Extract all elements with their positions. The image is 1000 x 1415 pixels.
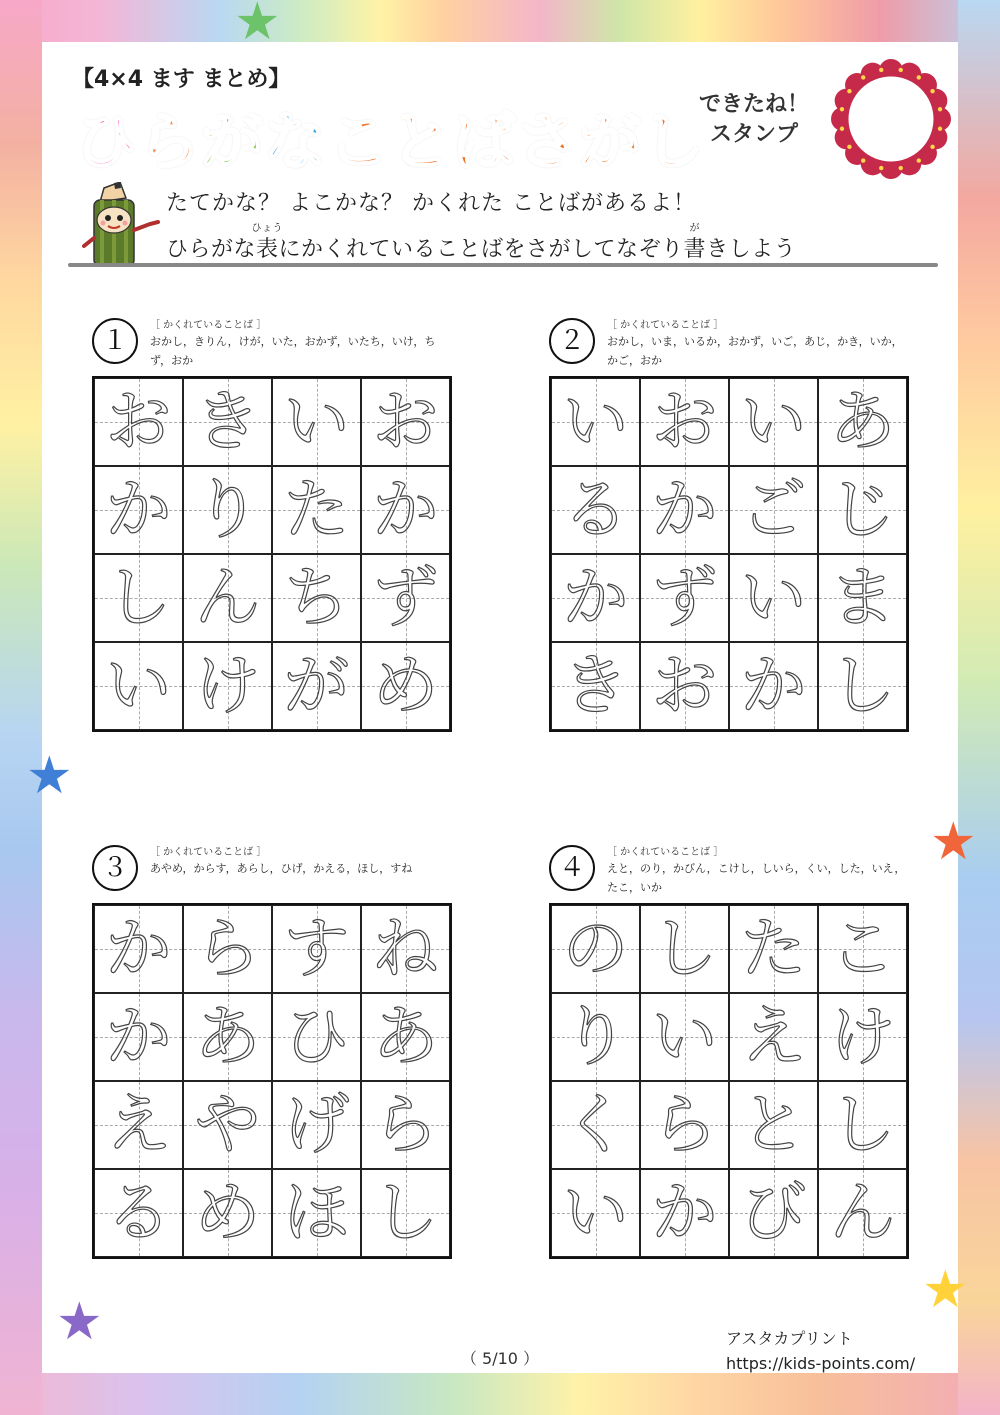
letter-grid: [549, 903, 909, 1259]
letter-grid: [549, 376, 909, 732]
tracing-letter: か: [105, 471, 172, 548]
grid-cell[interactable]: [183, 642, 272, 730]
grid-cell[interactable]: [818, 905, 907, 993]
star-icon: ★: [234, 0, 281, 52]
tracing-letter: ほ: [283, 1174, 350, 1251]
tracing-letter: ひ: [283, 998, 350, 1075]
grid-cell[interactable]: [640, 642, 729, 730]
worksheet-subtitle: 【4×4 ます まとめ】: [72, 67, 291, 92]
grid-cell[interactable]: [551, 905, 640, 993]
tracing-letter: ん: [194, 559, 261, 636]
tracing-letter: け: [829, 998, 896, 1075]
tracing-letter: え: [105, 1086, 172, 1163]
grid-cell[interactable]: [361, 378, 450, 466]
grid-cell[interactable]: [640, 1169, 729, 1257]
title-char: さ: [516, 105, 580, 178]
grid-cell[interactable]: [818, 554, 907, 642]
tracing-letter: か: [105, 910, 172, 987]
tracing-letter: し: [829, 1086, 896, 1163]
grid-cell[interactable]: [183, 554, 272, 642]
instruction-line-1: たてかな？ よこかな？ かくれた ことばがあるよ！: [166, 191, 696, 216]
frame-right: [958, 0, 1000, 1415]
grid-cell[interactable]: [729, 378, 818, 466]
title-char: ば: [453, 105, 517, 178]
grid-cell[interactable]: [361, 1169, 450, 1257]
tracing-letter: い: [562, 1174, 629, 1251]
title-char: な: [264, 105, 328, 178]
publisher-name: アスタカプリント: [726, 1329, 853, 1348]
grid-cell[interactable]: [551, 1081, 640, 1169]
page-number: （ 5/10 ）: [460, 1349, 540, 1368]
grid-cell[interactable]: [272, 378, 361, 466]
stamp-label-line1: できたね！: [698, 92, 809, 117]
tracing-letter: め: [372, 647, 439, 724]
tracing-letter: お: [651, 647, 718, 724]
grid-cell[interactable]: [818, 1081, 907, 1169]
grid-cell[interactable]: [729, 642, 818, 730]
tracing-letter: り: [562, 998, 629, 1075]
tracing-letter: す: [283, 910, 350, 987]
tracing-letter: お: [372, 383, 439, 460]
tracing-letter: め: [194, 1174, 261, 1251]
tracing-letter: か: [105, 998, 172, 1075]
tracing-letter: る: [105, 1174, 172, 1251]
tracing-letter: か: [372, 471, 439, 548]
grid-cell[interactable]: [729, 466, 818, 554]
tracing-letter: く: [562, 1086, 629, 1163]
stamp-label-line2: スタンプ: [709, 121, 798, 147]
publisher-credit: [726, 1327, 915, 1377]
grid-cell[interactable]: [361, 466, 450, 554]
grid-cell[interactable]: [551, 378, 640, 466]
grid-cell[interactable]: [640, 1081, 729, 1169]
kanji: 表: [256, 237, 279, 262]
grid-cell[interactable]: [361, 1081, 450, 1169]
grid-cell[interactable]: [183, 1081, 272, 1169]
grid-cell[interactable]: [640, 905, 729, 993]
tracing-letter: い: [283, 383, 350, 460]
tracing-letter: し: [372, 1174, 439, 1251]
tracing-letter: か: [651, 471, 718, 548]
tracing-letter: ん: [829, 1174, 896, 1251]
grid-cell[interactable]: [272, 993, 361, 1081]
grid-cell[interactable]: [729, 905, 818, 993]
tracing-letter: し: [829, 647, 896, 724]
grid-cell[interactable]: [818, 466, 907, 554]
grid-cell[interactable]: [272, 1169, 361, 1257]
grid-cell[interactable]: [729, 1169, 818, 1257]
tracing-letter: ず: [651, 559, 718, 636]
grid-cell[interactable]: [94, 993, 183, 1081]
worksheet-title: [75, 92, 705, 181]
grid-cell[interactable]: [729, 1081, 818, 1169]
letter-grid: [92, 903, 452, 1259]
tracing-letter: た: [283, 471, 350, 548]
grid-cell[interactable]: [551, 466, 640, 554]
puzzle-number: ４: [549, 845, 595, 891]
frame-left: [0, 0, 42, 1415]
tracing-letter: ね: [372, 910, 439, 987]
grid-cell[interactable]: [551, 642, 640, 730]
hidden-words-list: えと，のり，かびん，こけし，しいら，くい，した，いえ，たこ，いか: [607, 862, 906, 895]
grid-cell[interactable]: [94, 905, 183, 993]
tracing-letter: ず: [372, 559, 439, 636]
ruby-kanji: [683, 223, 707, 263]
grid-cell[interactable]: [94, 1169, 183, 1257]
puzzle-number: １: [92, 318, 138, 364]
grid-cell[interactable]: [640, 378, 729, 466]
title-char: し: [642, 105, 706, 178]
title-char: こ: [327, 105, 391, 178]
grid-cell[interactable]: [729, 993, 818, 1081]
tracing-letter: の: [562, 910, 629, 987]
instruction-text: ひらがな: [166, 237, 257, 262]
tracing-letter: い: [651, 998, 718, 1075]
title-char: ら: [138, 105, 202, 178]
hidden-words-label: ［ かくれていることば ］: [607, 847, 724, 858]
grid-cell[interactable]: [361, 642, 450, 730]
tracing-letter: い: [105, 647, 172, 724]
title-char: が: [201, 105, 265, 178]
title-char: と: [390, 105, 454, 178]
grid-cell[interactable]: [94, 554, 183, 642]
title-char: ひ: [75, 105, 139, 178]
hidden-words-label: ［ かくれていることば ］: [607, 320, 724, 331]
kanji: 書: [683, 237, 707, 262]
tracing-letter: き: [194, 383, 261, 460]
title-char: が: [579, 105, 643, 178]
stamp-circle-icon: [830, 58, 952, 180]
publisher-url: https://kids-points.com/: [726, 1353, 916, 1373]
star-icon: ★: [930, 812, 977, 872]
tracing-letter: た: [740, 910, 807, 987]
grid-cell[interactable]: [640, 466, 729, 554]
tracing-letter: ご: [740, 471, 807, 548]
star-icon: ★: [26, 746, 73, 806]
grid-cell[interactable]: [183, 905, 272, 993]
pencil-mascot-icon: [80, 182, 162, 268]
instruction-line-2: [166, 223, 797, 263]
grid-cell[interactable]: [640, 993, 729, 1081]
tracing-letter: ま: [829, 559, 896, 636]
tracing-letter: が: [283, 647, 350, 724]
tracing-letter: あ: [372, 998, 439, 1075]
tracing-letter: ら: [372, 1086, 439, 1163]
grid-cell[interactable]: [551, 993, 640, 1081]
tracing-letter: し: [651, 910, 718, 987]
instruction-text: にかくれていることばをさがしてなぞり: [278, 237, 684, 262]
grid-cell[interactable]: [272, 642, 361, 730]
grid-cell[interactable]: [94, 1081, 183, 1169]
grid-cell[interactable]: [361, 993, 450, 1081]
grid-cell[interactable]: [551, 1169, 640, 1257]
grid-cell[interactable]: [818, 378, 907, 466]
grid-cell[interactable]: [818, 1169, 907, 1257]
grid-cell[interactable]: [183, 993, 272, 1081]
hidden-words-list: おかし，いま，いるか，おかず，いご，あじ，かき，いか，かご，おか: [607, 335, 903, 368]
hidden-words-list: あやめ，からす，あらし，ひげ，かえる，ほし，すね: [150, 862, 413, 875]
grid-cell[interactable]: [272, 905, 361, 993]
letter-grid: [92, 376, 452, 732]
tracing-letter: お: [651, 383, 718, 460]
tracing-letter: き: [562, 647, 629, 724]
star-icon: ★: [56, 1292, 103, 1352]
tracing-letter: か: [562, 559, 629, 636]
puzzle-number: ３: [92, 845, 138, 891]
tracing-letter: か: [651, 1174, 718, 1251]
tracing-letter: び: [740, 1174, 807, 1251]
tracing-letter: か: [740, 647, 807, 724]
ruby-reading: ひょう: [251, 223, 284, 234]
tracing-letter: あ: [829, 383, 896, 460]
tracing-letter: い: [562, 383, 629, 460]
grid-cell[interactable]: [94, 642, 183, 730]
grid-cell[interactable]: [818, 993, 907, 1081]
grid-cell[interactable]: [361, 554, 450, 642]
tracing-letter: じ: [829, 471, 896, 548]
tracing-letter: け: [194, 647, 261, 724]
grid-cell[interactable]: [183, 378, 272, 466]
ruby-reading: が: [689, 223, 701, 234]
hidden-words-list: おかし，きりん，けが，いた，おかず，いたち，いけ，ちず，おか: [150, 335, 436, 368]
grid-cell[interactable]: [361, 905, 450, 993]
tracing-letter: げ: [283, 1086, 350, 1163]
grid-cell[interactable]: [272, 554, 361, 642]
tracing-letter: い: [740, 559, 807, 636]
grid-cell[interactable]: [183, 466, 272, 554]
grid-cell[interactable]: [272, 466, 361, 554]
hidden-words-label: ［ かくれていることば ］: [150, 847, 267, 858]
instruction-text: きしよう: [706, 237, 797, 262]
frame-bottom: [0, 1373, 1000, 1415]
tracing-letter: や: [194, 1086, 261, 1163]
tracing-letter: あ: [194, 998, 261, 1075]
grid-cell[interactable]: [272, 1081, 361, 1169]
tracing-letter: お: [105, 383, 172, 460]
tracing-letter: り: [194, 471, 261, 548]
tracing-letter: え: [740, 998, 807, 1075]
hidden-words-label: ［ かくれていることば ］: [150, 320, 267, 331]
ruby-kanji: [251, 223, 284, 263]
grid-cell[interactable]: [94, 466, 183, 554]
tracing-letter: と: [740, 1086, 807, 1163]
grid-cell[interactable]: [818, 642, 907, 730]
tracing-letter: ら: [194, 910, 261, 987]
grid-cell[interactable]: [640, 554, 729, 642]
tracing-letter: ら: [651, 1086, 718, 1163]
frame-top: [0, 0, 1000, 42]
tracing-letter: し: [105, 559, 172, 636]
stamp-label: [694, 90, 814, 149]
grid-cell[interactable]: [94, 378, 183, 466]
star-icon: ★: [922, 1260, 969, 1320]
header-divider: [68, 263, 938, 267]
tracing-letter: る: [562, 471, 629, 548]
tracing-letter: ち: [283, 559, 350, 636]
grid-cell[interactable]: [183, 1169, 272, 1257]
grid-cell[interactable]: [551, 554, 640, 642]
tracing-letter: こ: [829, 910, 896, 987]
tracing-letter: い: [740, 383, 807, 460]
puzzle-number: ２: [549, 318, 595, 364]
grid-cell[interactable]: [729, 554, 818, 642]
